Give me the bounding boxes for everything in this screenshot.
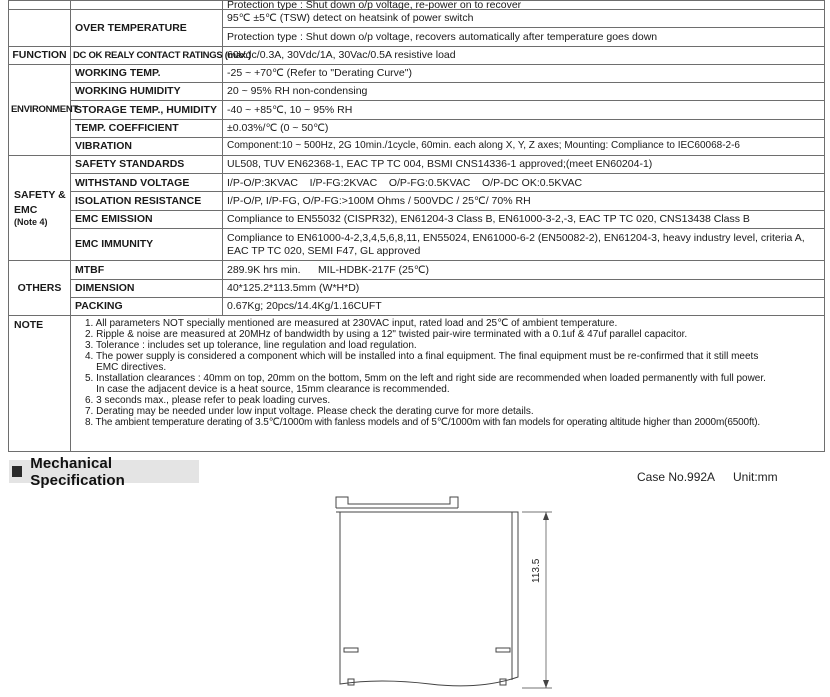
emc-emission-label: EMC EMISSION [71, 210, 223, 228]
partial-row [9, 1, 825, 10]
partial-item-cell [71, 1, 223, 10]
temp-coefficient-value: ±0.03%/℃ (0 ~ 50℃) [223, 119, 825, 137]
safety-standards-label: SAFETY STANDARDS [71, 155, 223, 173]
note-item-4: 4. The power supply is considered a component which will be installed into a final equipment. The final equipment must be re-confirmed that it still meets [85, 351, 759, 363]
mechanical-specification-header [9, 454, 199, 489]
safety-row-withstand [9, 174, 825, 192]
storage-temp-value: -40 ~ +85℃, 10 ~ 95% RH [223, 101, 825, 119]
over-temperature-label: OVER TEMPERATURE [71, 10, 223, 46]
mechanical-drawing [300, 492, 560, 697]
vent-slot-left [344, 648, 358, 652]
temp-coefficient-label: TEMP. COEFFICIENT [71, 119, 223, 137]
note-item-8: 8. The ambient temperature derating of 3.5℃/1000m with fanless models and of 5℃/1000m with fan models for operating altitude higher than 2000m(6500ft). [85, 417, 761, 429]
over-temperature-row [9, 10, 825, 28]
working-humidity-label: WORKING HUMIDITY [71, 83, 223, 101]
note-list [71, 316, 825, 452]
enclosure-body [340, 512, 518, 686]
note-item-3: 3. Tolerance : includes set up tolerance, line regulation and load regulation. [85, 340, 417, 352]
mtbf-value: 289.9K hrs min. MIL-HDBK-217F (25℃) [223, 261, 825, 279]
din-rail-clip-top [336, 497, 458, 508]
safety-emc-category [9, 155, 71, 260]
packing-value: 0.67Kg; 20pcs/14.4Kg/1.16CUFT [223, 297, 825, 315]
over-temperature-value-2: Protection type : Shut down o/p voltage, recovers automatically after temperature goes down [223, 28, 825, 46]
note-category: NOTE [9, 316, 71, 452]
isolation-resistance-value: I/P-O/P, I/P-FG, O/P-FG:>100M Ohms / 500VDC / 25℃/ 70% RH [223, 192, 825, 210]
mechanical-specification-title: Mechanical Specification [30, 454, 125, 489]
safety-row-emission [9, 210, 825, 228]
unit-label: Unit:mm [733, 470, 778, 484]
square-bullet-icon [12, 466, 22, 477]
dc-ok-contact-value: 60Vdc/0.3A, 30Vdc/1A, 30Vac/0.5A resistive load [223, 46, 825, 64]
partial-value: Protection type : Shut down o/p voltage, re-power on to recover [223, 1, 825, 10]
note-item-5: 5. Installation clearances : 40mm on top, 20mm on the bottom, 5mm on the left and right side are recommended when loaded permanently with full power. [85, 373, 766, 385]
safety-row-isolation [9, 192, 825, 210]
vibration-label: VIBRATION [71, 137, 223, 155]
env-row-vibration [9, 137, 825, 155]
function-category: FUNCTION [9, 46, 71, 64]
emc-immunity-value: Compliance to EN61000-4-2,3,4,5,6,8,11, EN55024, EN61000-6-2 (EN50082-2), EN61204-3, heavy industry level, criteria A, EAC TP TC 020, SEMI F47, GL approved [223, 228, 825, 260]
dimension-label-113-5: 113.5 [531, 558, 542, 583]
note-row [9, 316, 825, 452]
packing-label: PACKING [71, 297, 223, 315]
note-item-1: 1. All parameters NOT specially mentioned are measured at 230VAC input, rated load and 25℃ of ambient temperature. [85, 318, 618, 330]
safety-category-note: (Note 4) [14, 216, 48, 227]
working-humidity-value: 20 ~ 95% RH non-condensing [223, 83, 825, 101]
working-temp-label: WORKING TEMP. [71, 64, 223, 82]
safety-category-line1: SAFETY & [14, 188, 66, 201]
specification-table [8, 0, 825, 452]
others-category: OTHERS [9, 261, 71, 316]
dc-ok-contact-label: DC OK REALY CONTACT RATINGS (max.) [71, 46, 223, 64]
dimension-value: 40*125.2*113.5mm (W*H*D) [223, 279, 825, 297]
note-item-5-cont: In case the adjacent device is a heat source, 15mm clearance is recommended. [85, 384, 450, 396]
withstand-voltage-value: I/P-O/P:3KVAC I/P-FG:2KVAC O/P-FG:0.5KVAC O/P-DC OK:0.5KVAC [223, 174, 825, 192]
environment-category: ENVIRONMENT [9, 64, 71, 155]
note-item-7: 7. Derating may be needed under low input voltage. Please check the derating curve for more details. [85, 406, 534, 418]
safety-row-immunity [9, 228, 825, 260]
safety-category-line2: EMC [14, 204, 38, 217]
function-row [9, 46, 825, 64]
protection-category-cell [9, 10, 71, 46]
env-row-temp-coefficient [9, 119, 825, 137]
env-row-storage [9, 101, 825, 119]
safety-row-standards [9, 155, 825, 173]
emc-emission-value: Compliance to EN55032 (CISPR32), EN61204-3 Class B, EN61000-3-2,-3, EAC TP TC 020, CNS13438 Class B [223, 210, 825, 228]
over-temperature-value-1: 95℃ ±5℃ (TSW) detect on heatsink of power switch [223, 10, 825, 28]
case-number: Case No.992A [637, 470, 716, 484]
note-item-6: 6. 3 seconds max., please refer to peak loading curves. [85, 395, 331, 407]
partial-category-cell [9, 1, 71, 10]
note-item-2: 2. Ripple & noise are measured at 20MHz of bandwidth by using a 12" twisted pair-wire terminated with a 0.1uf & 47uf parallel capacitor. [85, 329, 688, 341]
note-item-4-cont: EMC directives. [85, 362, 167, 374]
working-temp-value: -25 ~ +70℃ (Refer to "Derating Curve") [223, 64, 825, 82]
dimension-label: DIMENSION [71, 279, 223, 297]
vent-slot-right [496, 648, 510, 652]
others-row-packing [9, 297, 825, 315]
others-row-dimension [9, 279, 825, 297]
withstand-voltage-label: WITHSTAND VOLTAGE [71, 174, 223, 192]
env-row-working-temp [9, 64, 825, 82]
env-row-working-humidity [9, 83, 825, 101]
emc-immunity-label: EMC IMMUNITY [71, 228, 223, 260]
isolation-resistance-label: ISOLATION RESISTANCE [71, 192, 223, 210]
mtbf-label: MTBF [71, 261, 223, 279]
vibration-value: Component:10 ~ 500Hz, 2G 10min./1cycle, 60min. each along X, Y, Z axes; Mounting: Compliance to IEC60068-2-6 [223, 137, 825, 155]
others-row-mtbf [9, 261, 825, 279]
storage-temp-label: STORAGE TEMP., HUMIDITY [71, 101, 223, 119]
safety-standards-value: UL508, TUV EN62368-1, EAC TP TC 004, BSMI CNS14336-1 approved;(meet EN60204-1) [223, 155, 825, 173]
